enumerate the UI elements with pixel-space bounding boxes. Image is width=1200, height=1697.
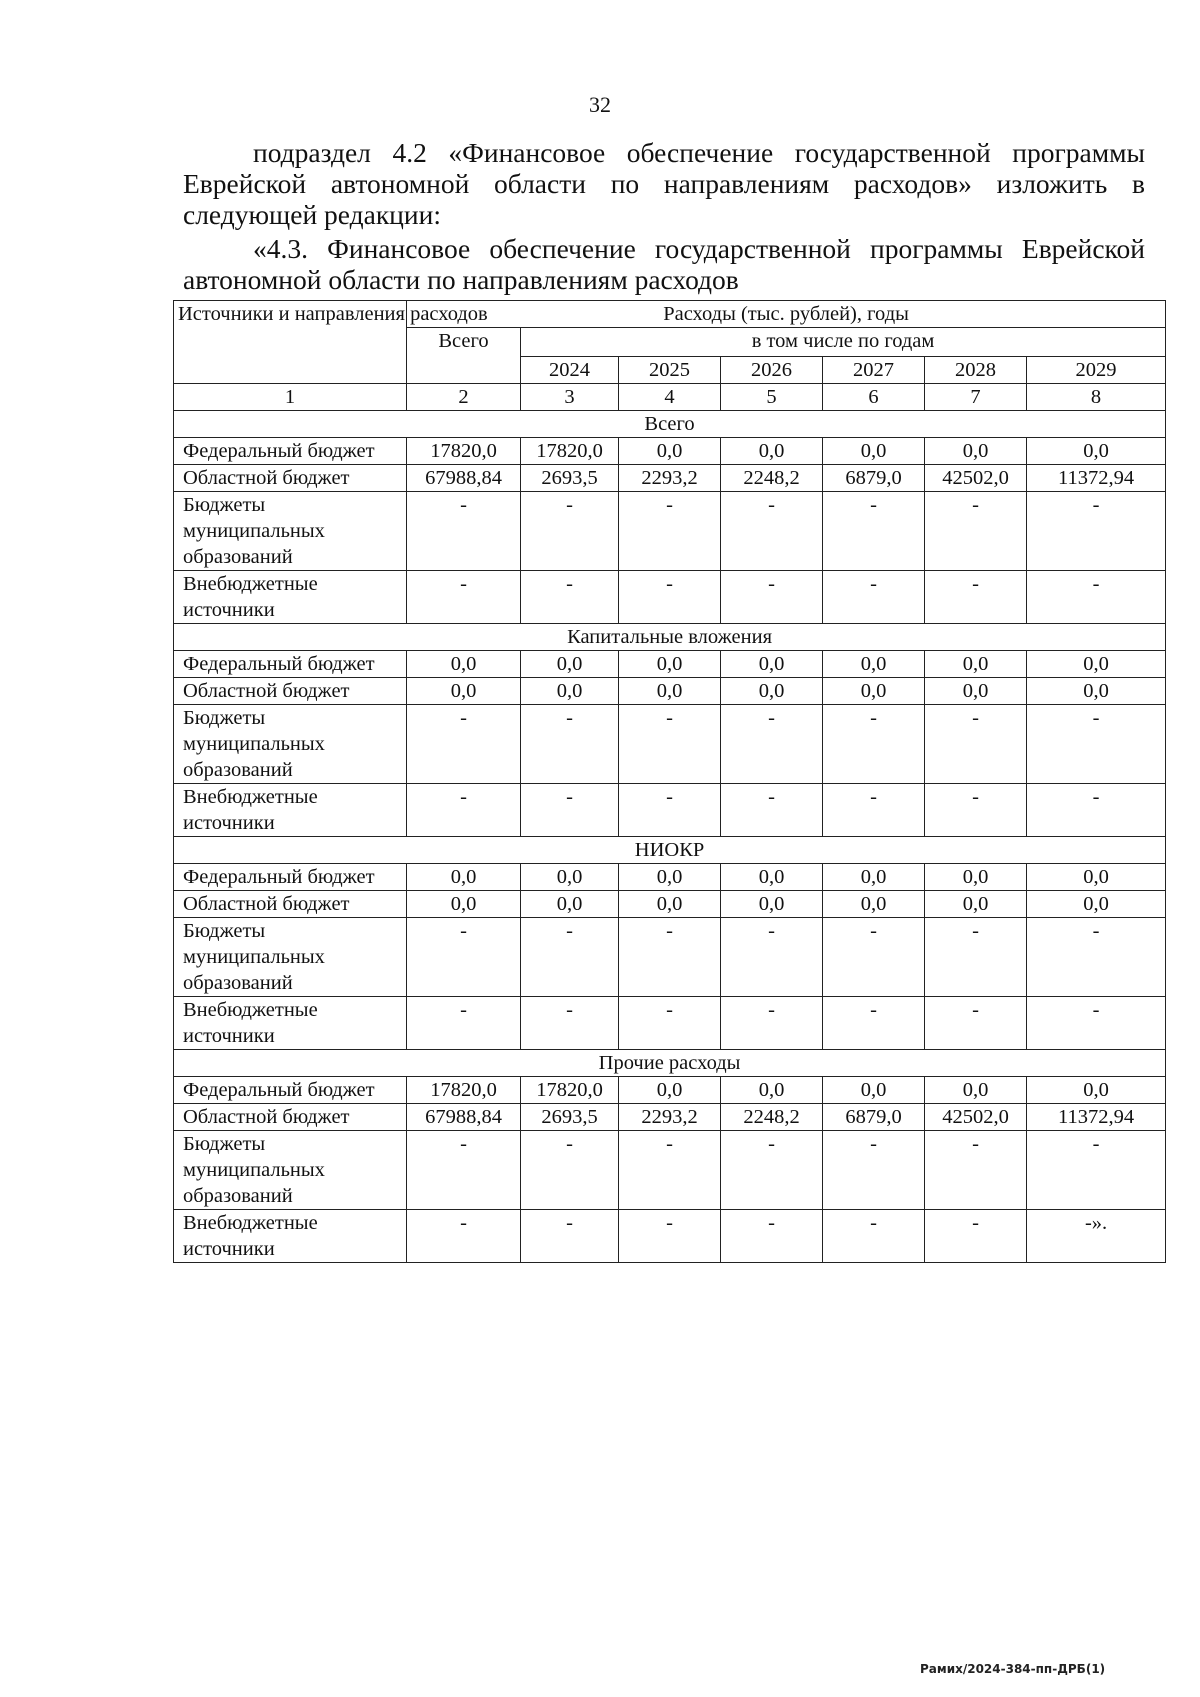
value-cell: 0,0 bbox=[407, 891, 521, 918]
value-cell: - bbox=[1027, 997, 1166, 1050]
source-cell: Федеральный бюджет bbox=[174, 1077, 407, 1104]
value-cell: - bbox=[521, 784, 619, 837]
table-row bbox=[174, 784, 1166, 837]
table-row bbox=[174, 1131, 1166, 1210]
value-cell: - bbox=[925, 705, 1027, 784]
section-row bbox=[174, 837, 1166, 864]
value-cell: 17820,0 bbox=[521, 1077, 619, 1104]
table-row bbox=[174, 492, 1166, 571]
value-cell: 0,0 bbox=[823, 651, 925, 678]
value-cell: - bbox=[619, 571, 721, 624]
intro-paragraph: подраздел 4.2 «Финансовое обеспечение государственной программы Еврейской автономной области по направлениям расходов» изложить в следующей редакции: bbox=[183, 137, 1145, 230]
value-cell: - bbox=[823, 1131, 925, 1210]
value-cell: 0,0 bbox=[1027, 651, 1166, 678]
value-cell: 0,0 bbox=[823, 891, 925, 918]
year-header: 2028 bbox=[925, 357, 1027, 384]
value-cell: - bbox=[407, 1131, 521, 1210]
value-cell: 2293,2 bbox=[619, 465, 721, 492]
value-cell: - bbox=[407, 918, 521, 997]
source-cell: Бюджеты муниципальных образований bbox=[174, 705, 407, 784]
value-cell: - bbox=[619, 997, 721, 1050]
table-row bbox=[174, 918, 1166, 997]
value-cell: - bbox=[823, 1210, 925, 1263]
value-cell: 0,0 bbox=[823, 1077, 925, 1104]
value-cell: - bbox=[521, 997, 619, 1050]
value-cell: - bbox=[1027, 918, 1166, 997]
value-cell: - bbox=[721, 705, 823, 784]
value-cell: - bbox=[1027, 705, 1166, 784]
value-cell: - bbox=[521, 1210, 619, 1263]
financing-table bbox=[173, 300, 1166, 1263]
value-cell: - bbox=[619, 1131, 721, 1210]
value-cell: - bbox=[1027, 784, 1166, 837]
year-header: 2024 bbox=[521, 357, 619, 384]
source-cell: Федеральный бюджет bbox=[174, 438, 407, 465]
source-cell: Областной бюджет bbox=[174, 1104, 407, 1131]
source-cell: Бюджеты муниципальных образований bbox=[174, 1131, 407, 1210]
value-cell: 0,0 bbox=[823, 438, 925, 465]
table-row bbox=[174, 678, 1166, 705]
value-cell: - bbox=[823, 918, 925, 997]
value-cell: 0,0 bbox=[925, 438, 1027, 465]
value-cell: - bbox=[521, 918, 619, 997]
value-cell: - bbox=[407, 1210, 521, 1263]
value-cell: - bbox=[407, 492, 521, 571]
value-cell: - bbox=[721, 1210, 823, 1263]
value-cell: 0,0 bbox=[407, 651, 521, 678]
value-cell: 0,0 bbox=[925, 651, 1027, 678]
value-cell: 0,0 bbox=[521, 891, 619, 918]
value-cell: - bbox=[521, 1131, 619, 1210]
table-row bbox=[174, 438, 1166, 465]
value-cell: 6879,0 bbox=[823, 465, 925, 492]
value-cell: 42502,0 bbox=[925, 465, 1027, 492]
section-title-cell: Прочие расходы bbox=[174, 1050, 1166, 1077]
value-cell: 0,0 bbox=[721, 678, 823, 705]
table-row bbox=[174, 1210, 1166, 1263]
value-cell: 67988,84 bbox=[407, 1104, 521, 1131]
section-title-cell: Всего bbox=[174, 411, 1166, 438]
value-cell: - bbox=[721, 571, 823, 624]
value-cell: 42502,0 bbox=[925, 1104, 1027, 1131]
value-cell: 0,0 bbox=[1027, 438, 1166, 465]
column-number: 4 bbox=[619, 384, 721, 411]
column-number: 8 bbox=[1027, 384, 1166, 411]
value-cell: - bbox=[823, 492, 925, 571]
value-cell: 0,0 bbox=[407, 864, 521, 891]
source-cell: Внебюджетные источники bbox=[174, 997, 407, 1050]
value-cell: - bbox=[721, 918, 823, 997]
source-cell: Федеральный бюджет bbox=[174, 651, 407, 678]
value-cell: 0,0 bbox=[925, 1077, 1027, 1104]
value-cell: - bbox=[925, 918, 1027, 997]
value-cell: - bbox=[619, 1210, 721, 1263]
value-cell: - bbox=[619, 918, 721, 997]
value-cell: 17820,0 bbox=[521, 438, 619, 465]
value-cell: -». bbox=[1027, 1210, 1166, 1263]
value-cell: 67988,84 bbox=[407, 465, 521, 492]
value-cell: - bbox=[619, 492, 721, 571]
value-cell: 0,0 bbox=[521, 651, 619, 678]
source-cell: Областной бюджет bbox=[174, 678, 407, 705]
table-row bbox=[174, 705, 1166, 784]
section-row bbox=[174, 411, 1166, 438]
value-cell: 0,0 bbox=[823, 678, 925, 705]
section-row bbox=[174, 624, 1166, 651]
by-years-header: в том числе по годам bbox=[521, 328, 1166, 357]
document-code: Рамих/2024-384-пп-ДРБ(1) bbox=[920, 1662, 1106, 1676]
value-cell: - bbox=[823, 571, 925, 624]
value-cell: - bbox=[521, 571, 619, 624]
value-cell: 0,0 bbox=[925, 678, 1027, 705]
value-cell: 0,0 bbox=[619, 678, 721, 705]
value-cell: 11372,94 bbox=[1027, 1104, 1166, 1131]
source-cell: Областной бюджет bbox=[174, 465, 407, 492]
year-header: 2025 bbox=[619, 357, 721, 384]
value-cell: 17820,0 bbox=[407, 438, 521, 465]
value-cell: - bbox=[721, 492, 823, 571]
source-column-header: Источники и направления расходов bbox=[174, 301, 407, 384]
total-column-header: Всего bbox=[407, 328, 521, 384]
source-cell: Внебюджетные источники bbox=[174, 784, 407, 837]
value-cell: - bbox=[521, 492, 619, 571]
value-cell: 0,0 bbox=[619, 1077, 721, 1104]
value-cell: 11372,94 bbox=[1027, 465, 1166, 492]
value-cell: 6879,0 bbox=[823, 1104, 925, 1131]
table-row bbox=[174, 651, 1166, 678]
value-cell: 17820,0 bbox=[407, 1077, 521, 1104]
value-cell: - bbox=[823, 784, 925, 837]
value-cell: 0,0 bbox=[721, 438, 823, 465]
value-cell: 2693,5 bbox=[521, 1104, 619, 1131]
value-cell: - bbox=[521, 705, 619, 784]
value-cell: - bbox=[721, 784, 823, 837]
value-cell: - bbox=[925, 492, 1027, 571]
value-cell: - bbox=[925, 1131, 1027, 1210]
value-cell: 0,0 bbox=[925, 864, 1027, 891]
value-cell: 2248,2 bbox=[721, 1104, 823, 1131]
section-title-cell: Капитальные вложения bbox=[174, 624, 1166, 651]
source-cell: Бюджеты муниципальных образований bbox=[174, 492, 407, 571]
table-row bbox=[174, 465, 1166, 492]
value-cell: 0,0 bbox=[407, 678, 521, 705]
value-cell: - bbox=[1027, 492, 1166, 571]
value-cell: 0,0 bbox=[1027, 864, 1166, 891]
expenses-header: Расходы (тыс. рублей), годы bbox=[407, 301, 1166, 328]
value-cell: - bbox=[925, 1210, 1027, 1263]
source-cell: Федеральный бюджет bbox=[174, 864, 407, 891]
value-cell: - bbox=[407, 705, 521, 784]
value-cell: 0,0 bbox=[521, 864, 619, 891]
year-header: 2027 bbox=[823, 357, 925, 384]
table-row bbox=[174, 1077, 1166, 1104]
value-cell: - bbox=[721, 997, 823, 1050]
value-cell: 2293,2 bbox=[619, 1104, 721, 1131]
value-cell: - bbox=[925, 997, 1027, 1050]
value-cell: - bbox=[925, 571, 1027, 624]
value-cell: 0,0 bbox=[925, 891, 1027, 918]
page-number: 32 bbox=[589, 92, 611, 117]
source-cell: Внебюджетные источники bbox=[174, 571, 407, 624]
value-cell: - bbox=[1027, 1131, 1166, 1210]
value-cell: - bbox=[407, 997, 521, 1050]
value-cell: 2248,2 bbox=[721, 465, 823, 492]
value-cell: - bbox=[619, 705, 721, 784]
value-cell: 0,0 bbox=[619, 891, 721, 918]
value-cell: - bbox=[721, 1131, 823, 1210]
value-cell: - bbox=[823, 705, 925, 784]
column-number: 3 bbox=[521, 384, 619, 411]
column-number: 5 bbox=[721, 384, 823, 411]
column-number: 2 bbox=[407, 384, 521, 411]
value-cell: 0,0 bbox=[1027, 1077, 1166, 1104]
table-row bbox=[174, 891, 1166, 918]
source-cell: Областной бюджет bbox=[174, 891, 407, 918]
value-cell: - bbox=[925, 784, 1027, 837]
value-cell: 0,0 bbox=[823, 864, 925, 891]
column-number: 1 bbox=[174, 384, 407, 411]
source-cell: Бюджеты муниципальных образований bbox=[174, 918, 407, 997]
value-cell: 0,0 bbox=[1027, 678, 1166, 705]
column-number: 6 bbox=[823, 384, 925, 411]
value-cell: 2693,5 bbox=[521, 465, 619, 492]
table-row bbox=[174, 997, 1166, 1050]
section-title: «4.3. Финансовое обеспечение государственной программы Еврейской автономной области по направлениям расходов bbox=[183, 233, 1145, 295]
value-cell: 0,0 bbox=[619, 651, 721, 678]
value-cell: 0,0 bbox=[521, 678, 619, 705]
value-cell: 0,0 bbox=[721, 864, 823, 891]
table-row bbox=[174, 571, 1166, 624]
section-row bbox=[174, 1050, 1166, 1077]
value-cell: 0,0 bbox=[721, 1077, 823, 1104]
source-cell: Внебюджетные источники bbox=[174, 1210, 407, 1263]
value-cell: 0,0 bbox=[619, 864, 721, 891]
value-cell: 0,0 bbox=[619, 438, 721, 465]
value-cell: - bbox=[407, 784, 521, 837]
column-number: 7 bbox=[925, 384, 1027, 411]
value-cell: - bbox=[823, 997, 925, 1050]
year-header: 2026 bbox=[721, 357, 823, 384]
table-row bbox=[174, 1104, 1166, 1131]
value-cell: 0,0 bbox=[721, 651, 823, 678]
table-row bbox=[174, 864, 1166, 891]
year-header: 2029 bbox=[1027, 357, 1166, 384]
value-cell: - bbox=[1027, 571, 1166, 624]
section-title-cell: НИОКР bbox=[174, 837, 1166, 864]
value-cell: - bbox=[619, 784, 721, 837]
value-cell: - bbox=[407, 571, 521, 624]
value-cell: 0,0 bbox=[721, 891, 823, 918]
value-cell: 0,0 bbox=[1027, 891, 1166, 918]
